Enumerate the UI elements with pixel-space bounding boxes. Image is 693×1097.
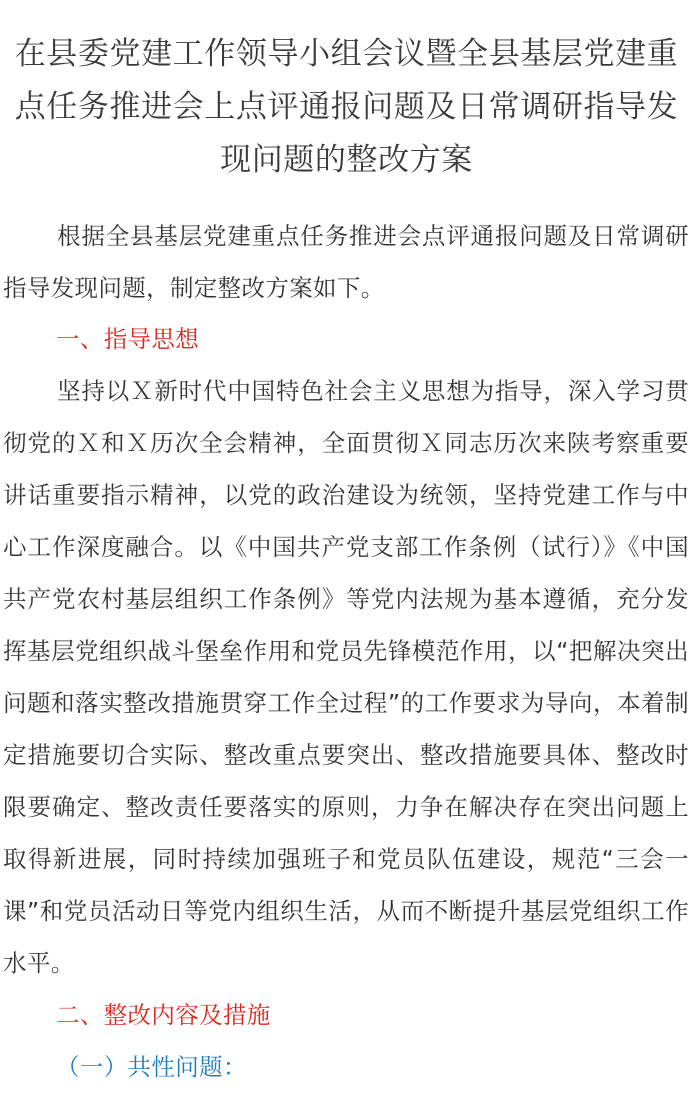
subsection-heading-common-problems: （一）共性问题： — [56, 1053, 247, 1081]
intro-paragraph: 根据全县基层党建重点任务推进会点评通报问题及日常调研指导发现问题，制定整改方案如下。 — [3, 222, 689, 302]
guiding-ideology-paragraph: 坚持以Ｘ新时代中国特色社会主义思想为指导，深入学习贯彻党的Ｘ和Ｘ历次全会精神，全面贯彻Ｘ同志历次来陕考察重要讲话重要指示精神，以党的政治建设为统领，坚持党建工作与中心工作深度融合。以《中国共产党支部工作条例（试行）》《中国共产党农村基层组织工作条例》等党内法规为基本遵循，充分发挥基层党组织战斗堡垒作用和党员先锋模范作用，以“把解决突出问题和落实整改措施贯穿工作全过程”的工作要求为导向，本着制定措施要切合实际、整改重点要突出、整改措施要具体、整改时限要确定、整改责任要落实的原则，力争在解决存在突出问题上取得新进展，同时持续加强班子和党员队伍建设，规范“三会一课”和党员活动日等党内组织生活，从而不断提升基层党组织工作水平。 — [3, 377, 689, 977]
document-title: 在县委党建工作领导小组会议暨全县基层党建重点任务推进会上点评通报问题及日常调研指导发现问题的整改方案 — [14, 36, 679, 178]
section-heading-rectification-content: 二、整改内容及措施 — [56, 1001, 271, 1029]
section-heading-guiding-ideology: 一、指导思想 — [56, 325, 200, 353]
